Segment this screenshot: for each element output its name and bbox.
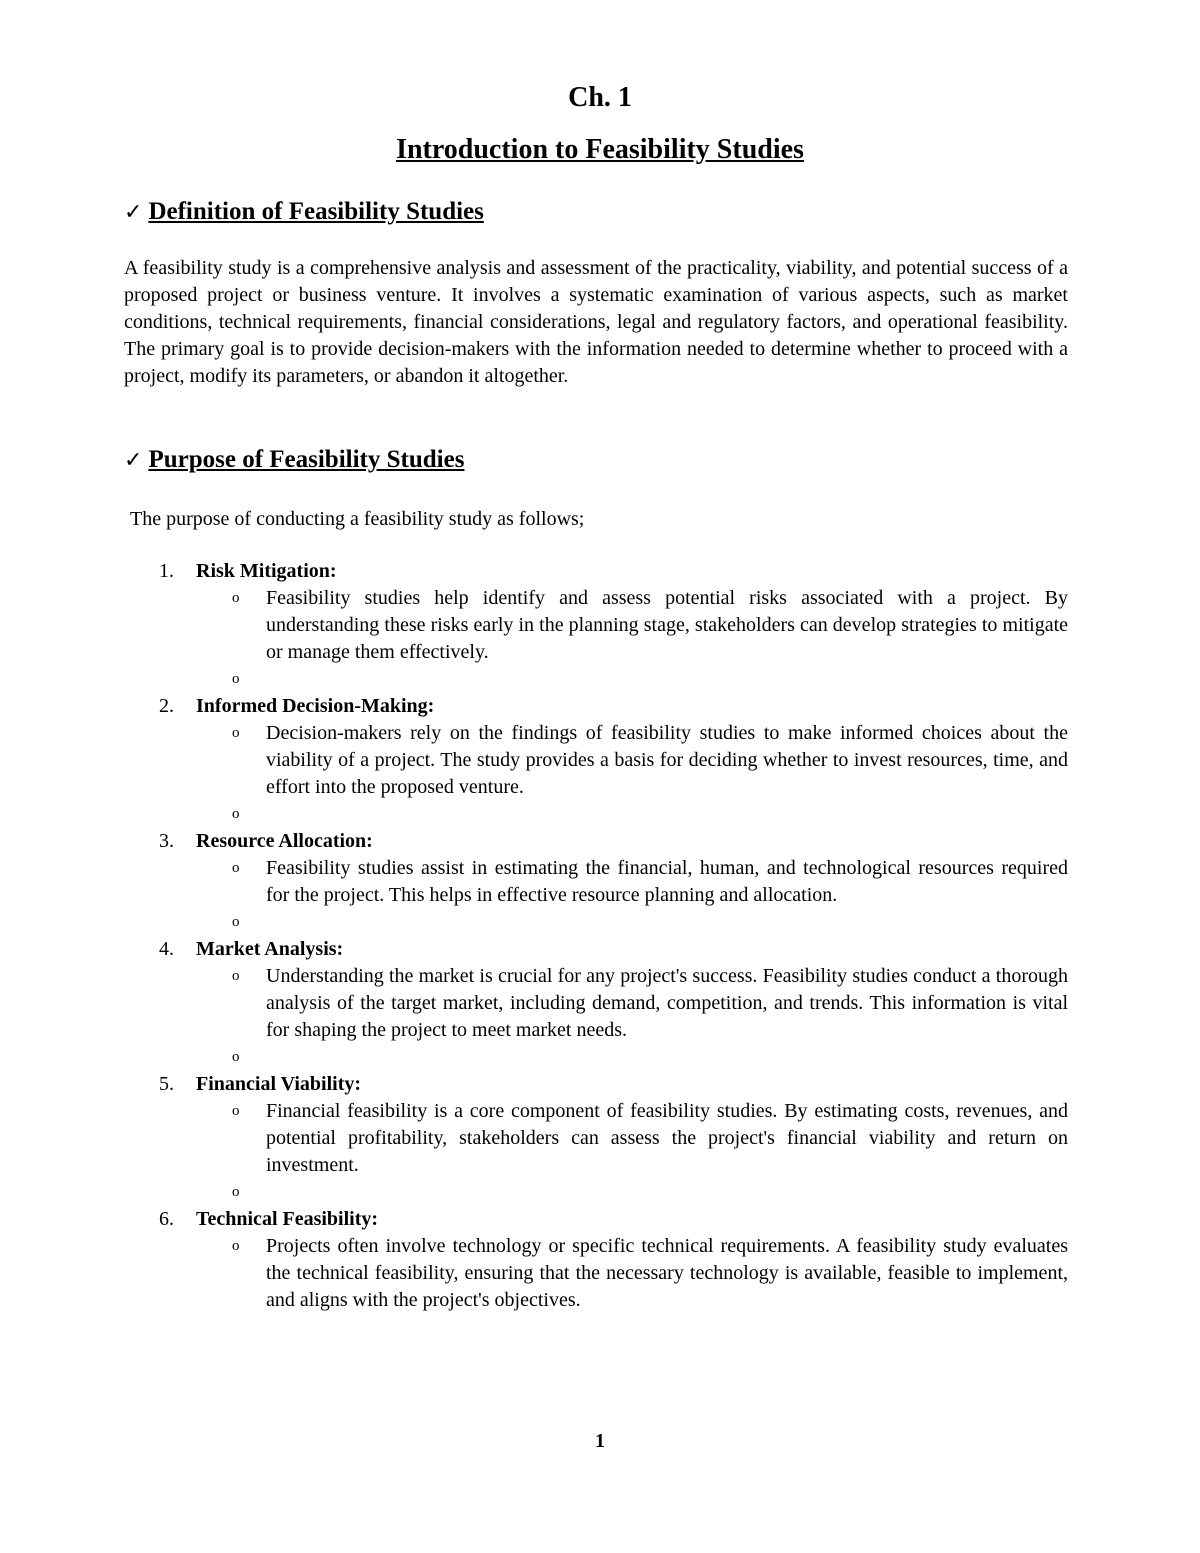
item-number: 2. — [159, 695, 174, 717]
circle-bullet-icon: o — [232, 1238, 240, 1254]
list-item — [124, 936, 1068, 1071]
purpose-list — [124, 558, 1068, 1314]
list-item — [124, 1071, 1068, 1206]
item-number: 1. — [159, 560, 174, 582]
sub-bullet — [232, 1098, 1068, 1179]
empty-circle-bullet-icon: o — [232, 671, 240, 687]
item-title: Financial Viability: — [196, 1073, 362, 1095]
section-heading-text: Purpose of Feasibility Studies — [148, 446, 465, 473]
item-number: 6. — [159, 1208, 174, 1230]
circle-bullet-icon: o — [232, 968, 240, 984]
empty-circle-bullet-icon: o — [232, 806, 240, 822]
item-text: Feasibility studies assist in estimating the financial, human, and technological resources required for the project. This helps in effective resource planning and allocation. — [266, 857, 1068, 906]
empty-circle-bullet-icon: o — [232, 1184, 240, 1200]
checkmark-icon: ✓ — [124, 448, 143, 473]
item-text: Projects often involve technology or specific technical requirements. A feasibility study evaluates the technical feasibility, ensuring that the necessary technology is available, feasible to implement, and aligns with the project's objectives. — [266, 1235, 1068, 1311]
circle-bullet-icon: o — [232, 590, 240, 606]
empty-circle-bullet-icon: o — [232, 914, 240, 930]
section-heading-text: Definition of Feasibility Studies — [148, 198, 484, 225]
item-number: 5. — [159, 1073, 174, 1095]
item-text: Understanding the market is crucial for any project's success. Feasibility studies conduct a thorough analysis of the target market, including demand, competition, and trends. This information is vital for shaping the project to meet market needs. — [266, 965, 1068, 1041]
circle-bullet-icon: o — [232, 860, 240, 876]
circle-bullet-icon: o — [232, 725, 240, 741]
item-title: Resource Allocation: — [196, 830, 373, 852]
purpose-intro: The purpose of conducting a feasibility study as follows; — [130, 508, 585, 530]
sub-bullet — [232, 855, 1068, 909]
item-text: Decision-makers rely on the findings of feasibility studies to make informed choices about the viability of a project. The study provides a basis for deciding whether to invest resources, time, and effort into the proposed venture. — [266, 722, 1068, 798]
sub-bullet — [232, 1233, 1068, 1314]
sub-bullet — [232, 720, 1068, 801]
chapter-title: Introduction to Feasibility Studies — [396, 134, 804, 165]
definition-paragraph: A feasibility study is a comprehensive analysis and assessment of the practicality, viability, and potential success of a proposed project or business venture. It involves a systematic examination of various aspects, such as market conditions, technical requirements, financial considerations, legal and regulatory factors, and operational feasibility. The primary goal is to provide decision-makers with the information needed to determine whether to proceed with a project, modify its parameters, or abandon it altogether. — [124, 257, 1068, 387]
sub-bullet — [232, 963, 1068, 1044]
item-text: Feasibility studies help identify and assess potential risks associated with a project. By understanding these risks early in the planning stage, stakeholders can develop strategies to mitigate or manage them effectively. — [266, 587, 1068, 663]
chapter-label: Ch. 1 — [568, 82, 632, 113]
item-title: Market Analysis: — [196, 938, 344, 960]
section-heading-purpose — [124, 446, 464, 474]
sub-bullet — [232, 585, 1068, 666]
item-title: Informed Decision-Making: — [196, 695, 435, 717]
empty-circle-bullet-icon: o — [232, 1049, 240, 1065]
circle-bullet-icon: o — [232, 1103, 240, 1119]
item-number: 3. — [159, 830, 174, 852]
item-number: 4. — [159, 938, 174, 960]
section-heading-definition — [124, 198, 484, 226]
list-item — [124, 558, 1068, 693]
list-item — [124, 1206, 1068, 1314]
item-title: Technical Feasibility: — [196, 1208, 379, 1230]
list-item — [124, 693, 1068, 828]
page-number: 1 — [595, 1430, 605, 1452]
item-title: Risk Mitigation: — [196, 560, 337, 582]
item-text: Financial feasibility is a core component of feasibility studies. By estimating costs, revenues, and potential profitability, stakeholders can assess the project's financial viability and return on investment. — [266, 1100, 1068, 1176]
checkmark-icon: ✓ — [124, 200, 143, 225]
list-item — [124, 828, 1068, 936]
